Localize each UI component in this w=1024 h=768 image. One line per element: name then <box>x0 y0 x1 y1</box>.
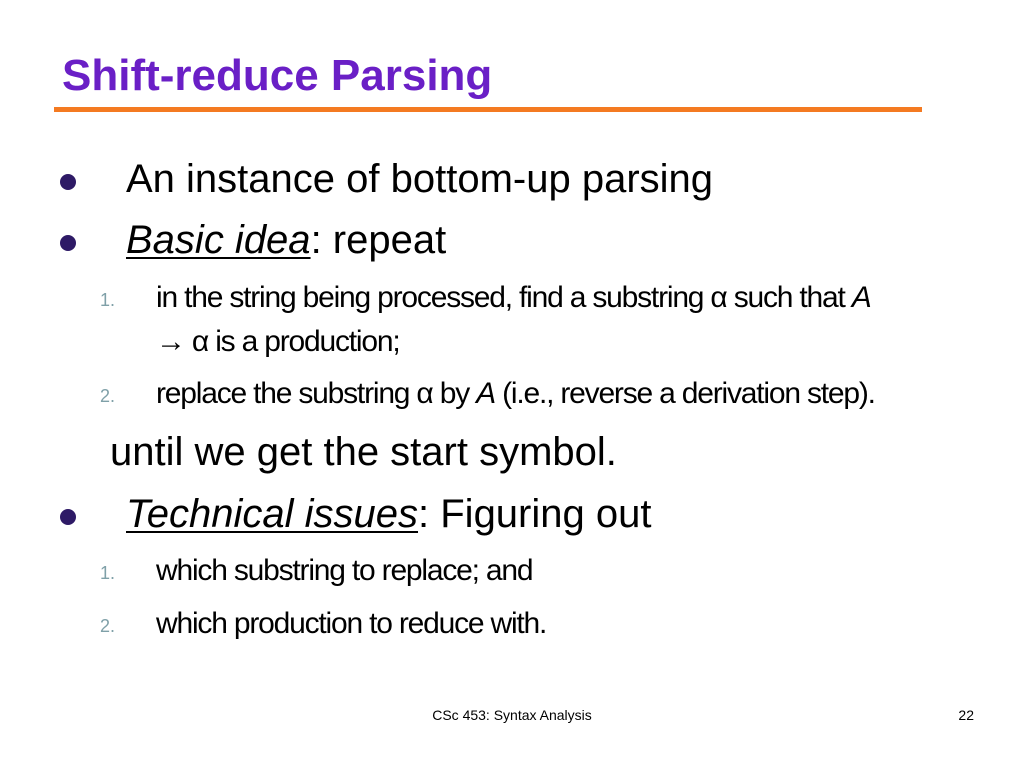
issue-text: which production to reduce with. <box>156 607 547 640</box>
until-start-symbol: until we get the start symbol. <box>110 430 617 474</box>
step-variable: A <box>851 281 871 314</box>
bullet-text: An instance of bottom-up parsing <box>126 157 714 201</box>
step-number: 2. <box>100 616 116 636</box>
bullet-text <box>126 216 446 264</box>
step-number: 1. <box>100 290 116 310</box>
step-text <box>156 276 976 364</box>
step-number: 1. <box>100 563 116 583</box>
title-underline-rule <box>54 107 922 112</box>
step-text <box>156 372 976 416</box>
bullet-text <box>126 490 651 538</box>
step-text-part: replace the substring α by <box>156 377 477 410</box>
bullet-text-rest: : Figuring out <box>418 492 652 536</box>
issue-text: which substring to replace; and <box>156 554 533 587</box>
step-number: 2. <box>100 386 116 406</box>
bullet-dot-icon <box>60 235 76 251</box>
bullet-dot-icon <box>60 509 76 525</box>
step-text-part: → α is a production; <box>156 325 400 358</box>
footer-course-label: CSc 453: Syntax Analysis <box>432 707 592 723</box>
term-technical-issues: Technical issues <box>126 492 419 536</box>
bullet-text-rest: : repeat <box>310 218 447 262</box>
step-variable: A <box>476 377 495 410</box>
step-text-part: in the string being processed, find a substring α such that <box>156 281 852 314</box>
slide-title: Shift-reduce Parsing <box>62 51 493 100</box>
bullet-dot-icon <box>60 174 76 190</box>
step-text-part: (i.e., reverse a derivation step). <box>494 377 875 410</box>
footer-page-number: 22 <box>958 707 974 723</box>
term-basic-idea: Basic idea <box>126 218 311 262</box>
